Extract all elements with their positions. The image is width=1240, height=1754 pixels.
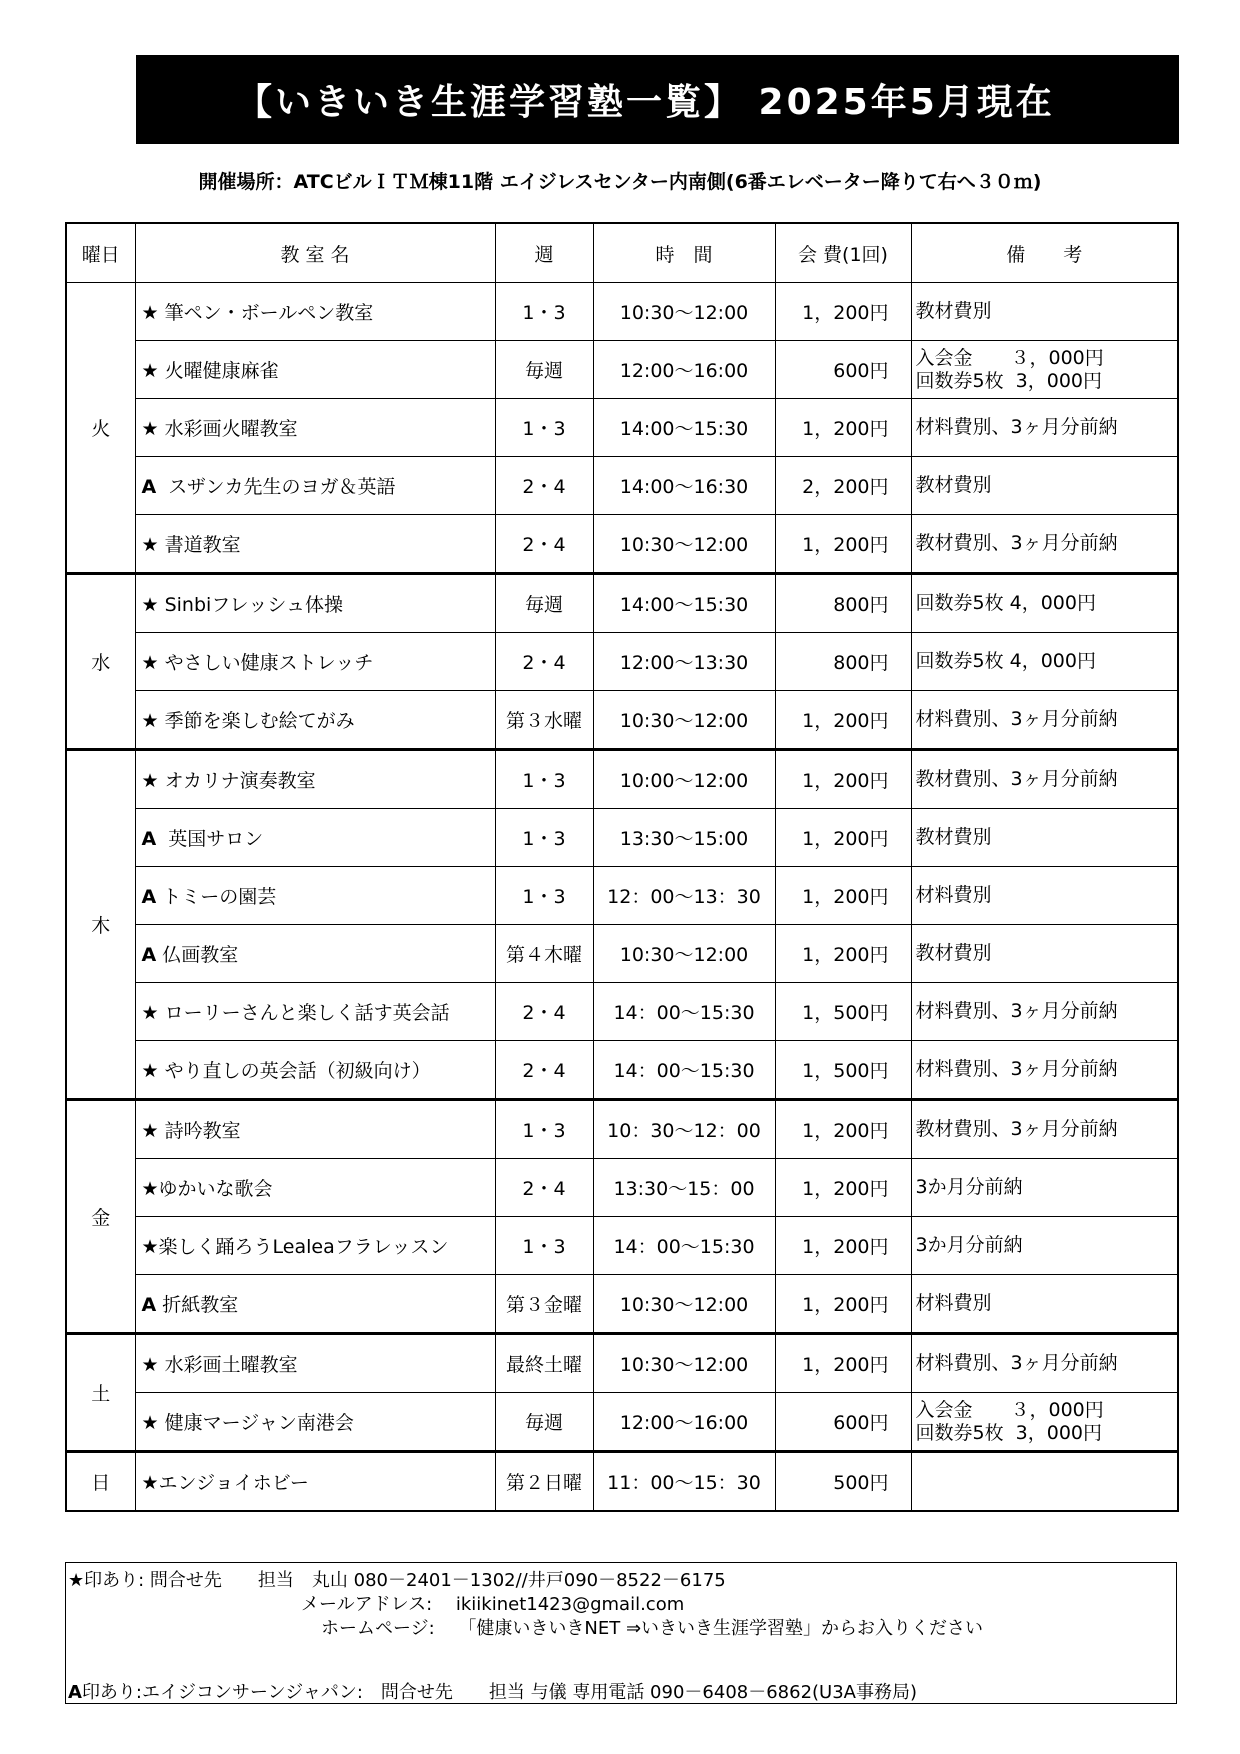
note-cell: [911, 983, 1178, 1041]
star-mark: ★: [141, 1472, 159, 1494]
fee-cell: 600円: [775, 341, 911, 399]
class-name: ゆかいな歌会: [158, 1178, 273, 1200]
time-cell: 10:30～12:00: [593, 691, 775, 750]
star-mark: ★: [141, 1178, 159, 1200]
a-mark: A: [141, 1294, 157, 1316]
table-row: [66, 1100, 1178, 1159]
note-cell: [911, 1159, 1178, 1217]
note-line: 材料費別、3ヶ月分前納: [915, 416, 1118, 438]
class-name: スザンカ先生のヨガ＆英語: [156, 476, 396, 498]
class-name: エンジョイホビー: [158, 1472, 309, 1494]
week-cell: 1・3: [495, 399, 593, 457]
fee-cell: 1，200円: [775, 925, 911, 983]
class-name-cell: [135, 574, 495, 633]
time-cell: 14：00～15:30: [593, 1041, 775, 1100]
week-cell: 2・4: [495, 983, 593, 1041]
star-mark: ★: [141, 594, 159, 616]
table-row: [66, 515, 1178, 574]
note-line: 回数券5枚 4，000円: [915, 592, 1096, 614]
week-cell: 第４木曜: [495, 925, 593, 983]
class-name: 健康マージャン南港会: [158, 1412, 354, 1434]
header-week: 週: [495, 223, 593, 283]
table-row: [66, 1334, 1178, 1393]
note-line: 教材費別: [915, 300, 992, 322]
footer-email: メールアドレス: ikiikinet1423@gmail.com: [301, 1594, 685, 1615]
table-row: [66, 574, 1178, 633]
header-note: 備 考: [911, 223, 1178, 283]
note-cell: [911, 341, 1178, 399]
week-cell: 1・3: [495, 867, 593, 925]
table-row: [66, 809, 1178, 867]
table-row: [66, 1217, 1178, 1275]
class-name-cell: [135, 1217, 495, 1275]
note-line: 材料費別、3ヶ月分前納: [915, 1000, 1118, 1022]
table-row: [66, 457, 1178, 515]
table-header-row: [66, 223, 1178, 283]
note-line: 入会金 ３，000円: [915, 346, 1104, 369]
contact-footer: [65, 1562, 1177, 1704]
time-cell: 13:30～15:00: [593, 809, 775, 867]
note-line: 材料費別、3ヶ月分前納: [915, 1058, 1118, 1080]
class-name-cell: [135, 283, 495, 341]
class-name: 英国サロン: [156, 828, 264, 850]
header-fee: 会 費(1回): [775, 223, 911, 283]
fee-cell: 1，200円: [775, 809, 911, 867]
week-cell: 最終土曜: [495, 1334, 593, 1393]
class-name: 火曜健康麻雀: [158, 360, 279, 382]
time-cell: 10:00～12:00: [593, 750, 775, 809]
time-cell: 10:30～12:00: [593, 1275, 775, 1334]
week-cell: 2・4: [495, 515, 593, 574]
note-cell: [911, 1334, 1178, 1393]
time-cell: 14：00～15:30: [593, 983, 775, 1041]
note-cell: [911, 750, 1178, 809]
class-name-cell: [135, 925, 495, 983]
class-name-cell: [135, 633, 495, 691]
table-row: [66, 1275, 1178, 1334]
week-cell: 1・3: [495, 283, 593, 341]
class-name: 詩吟教室: [158, 1120, 241, 1142]
note-cell: [911, 1275, 1178, 1334]
class-name: 楽しく踊ろうLealeaフラレッスン: [158, 1236, 449, 1258]
time-cell: 14：00～15:30: [593, 1217, 775, 1275]
a-mark: A: [141, 886, 157, 908]
star-mark: ★: [141, 302, 159, 324]
star-mark: ★: [141, 418, 159, 440]
class-name: 書道教室: [158, 534, 241, 556]
class-name-cell: [135, 1100, 495, 1159]
header-day: 曜日: [66, 223, 135, 283]
note-cell: [911, 867, 1178, 925]
note-cell: [911, 1041, 1178, 1100]
note-line: 入会金 ３，000円: [915, 1398, 1104, 1421]
a-mark: A: [141, 944, 157, 966]
class-name: 季節を楽しむ絵てがみ: [158, 710, 355, 732]
time-cell: 13:30～15：00: [593, 1159, 775, 1217]
class-name-cell: [135, 515, 495, 574]
fee-cell: 2，200円: [775, 457, 911, 515]
header-name: 教 室 名: [135, 223, 495, 283]
class-name: 水彩画土曜教室: [158, 1354, 298, 1376]
week-cell: 毎週: [495, 1393, 593, 1452]
note-line: 材料費別: [915, 1292, 992, 1314]
day-cell: 木: [66, 750, 135, 1100]
time-cell: 12:00～13:30: [593, 633, 775, 691]
fee-cell: 1，200円: [775, 691, 911, 750]
week-cell: 第３金曜: [495, 1275, 593, 1334]
time-cell: 10:30～12:00: [593, 1334, 775, 1393]
star-mark: ★: [141, 534, 159, 556]
class-name-cell: [135, 1452, 495, 1512]
note-cell: [911, 515, 1178, 574]
star-mark: ★: [141, 360, 159, 382]
table-row: [66, 1452, 1178, 1512]
week-cell: 第３水曜: [495, 691, 593, 750]
fee-cell: 600円: [775, 1393, 911, 1452]
note-cell: [911, 283, 1178, 341]
table-row: [66, 399, 1178, 457]
table-row: [66, 1041, 1178, 1100]
page-title: 【いきいき生涯学習塾一覧】 2025年5月現在: [236, 82, 1055, 123]
table-row: [66, 1393, 1178, 1452]
note-cell: [911, 809, 1178, 867]
class-name-cell: [135, 750, 495, 809]
week-cell: 第２日曜: [495, 1452, 593, 1512]
time-cell: 10:30～12:00: [593, 515, 775, 574]
fee-cell: 1，200円: [775, 1100, 911, 1159]
fee-cell: 1，500円: [775, 1041, 911, 1100]
time-cell: 10:30～12:00: [593, 283, 775, 341]
note-line: 回数券5枚 3，000円: [915, 369, 1103, 392]
day-cell: 水: [66, 574, 135, 750]
class-name-cell: [135, 341, 495, 399]
table-row: [66, 633, 1178, 691]
star-mark: ★: [141, 1060, 159, 1082]
note-line: 回数券5枚 3，000円: [915, 1421, 1103, 1444]
note-line: 教材費別、3ヶ月分前納: [915, 532, 1118, 554]
class-name-cell: [135, 399, 495, 457]
time-cell: 12:00～16:00: [593, 341, 775, 399]
class-name: やり直しの英会話（初級向け）: [158, 1060, 431, 1082]
note-line: 教材費別: [915, 474, 992, 496]
table-row: [66, 983, 1178, 1041]
note-cell: [911, 457, 1178, 515]
title-banner: [136, 55, 1179, 144]
class-name: オカリナ演奏教室: [158, 770, 316, 792]
fee-cell: 1，500円: [775, 983, 911, 1041]
week-cell: 毎週: [495, 574, 593, 633]
time-cell: 11：00～15：30: [593, 1452, 775, 1512]
day-cell: 金: [66, 1100, 135, 1334]
footer-a-contact: [68, 1678, 917, 1704]
table-row: [66, 691, 1178, 750]
time-cell: 14:00～16:30: [593, 457, 775, 515]
class-name-cell: [135, 983, 495, 1041]
star-mark: ★: [141, 1412, 159, 1434]
week-cell: 2・4: [495, 633, 593, 691]
week-cell: 2・4: [495, 457, 593, 515]
week-cell: 1・3: [495, 1100, 593, 1159]
class-name: トミーの園芸: [156, 886, 277, 908]
a-mark: A: [141, 828, 157, 850]
class-name: 水彩画火曜教室: [158, 418, 298, 440]
class-name-cell: [135, 1334, 495, 1393]
note-cell: [911, 633, 1178, 691]
week-cell: 毎週: [495, 341, 593, 399]
table-row: [66, 925, 1178, 983]
note-line: 材料費別: [915, 884, 992, 906]
class-name-cell: [135, 1041, 495, 1100]
day-cell: 火: [66, 283, 135, 574]
fee-cell: 1，200円: [775, 867, 911, 925]
footer-star-contact: ★印あり: 問合せ先 担当 丸山 080－2401－1302//井戸090－8522－6175: [68, 1570, 726, 1591]
note-cell: [911, 1100, 1178, 1159]
footer-homepage: ホームページ: 「健康いきいきNET ⇒いきいき生涯学習塾」からお入りください: [321, 1618, 984, 1639]
note-line: 材料費別、3ヶ月分前納: [915, 708, 1118, 730]
note-cell: [911, 1452, 1178, 1512]
class-name: ローリーさんと楽しく話す英会話: [158, 1002, 450, 1024]
star-mark: ★: [141, 1236, 159, 1258]
class-name: 折紙教室: [156, 1294, 239, 1316]
fee-cell: 1，200円: [775, 1159, 911, 1217]
note-line: 教材費別、3ヶ月分前納: [915, 768, 1118, 790]
note-line: 材料費別、3ヶ月分前納: [915, 1352, 1118, 1374]
week-cell: 1・3: [495, 1217, 593, 1275]
fee-cell: 1，200円: [775, 1275, 911, 1334]
week-cell: 1・3: [495, 809, 593, 867]
table-row: [66, 867, 1178, 925]
star-mark: ★: [141, 770, 159, 792]
class-name-cell: [135, 1275, 495, 1334]
table-row: [66, 750, 1178, 809]
fee-cell: 800円: [775, 574, 911, 633]
fee-cell: 800円: [775, 633, 911, 691]
class-name-cell: [135, 809, 495, 867]
fee-cell: 1，200円: [775, 283, 911, 341]
fee-cell: 1，200円: [775, 750, 911, 809]
a-mark: A: [68, 1682, 82, 1703]
note-line: 回数券5枚 4，000円: [915, 650, 1096, 672]
class-name-cell: [135, 867, 495, 925]
table-row: [66, 283, 1178, 341]
star-mark: ★: [141, 1002, 159, 1024]
class-name: 筆ペン・ボールペン教室: [158, 302, 374, 324]
week-cell: 2・4: [495, 1159, 593, 1217]
class-name: Sinbiフレッシュ体操: [158, 594, 343, 616]
class-name-cell: [135, 1393, 495, 1452]
note-cell: [911, 1393, 1178, 1452]
footer-a-contact-text: 印あり:エイジコンサーンジャパン: 問合せ先 担当 与儀 専用電話 090－6408－6862(U3A事務局): [81, 1682, 918, 1703]
fee-cell: 1，200円: [775, 1217, 911, 1275]
class-name: 仏画教室: [156, 944, 239, 966]
fee-cell: 500円: [775, 1452, 911, 1512]
class-name-cell: [135, 457, 495, 515]
day-cell: 日: [66, 1452, 135, 1512]
time-cell: 12：00～13：30: [593, 867, 775, 925]
a-mark: A: [141, 476, 157, 498]
star-mark: ★: [141, 652, 159, 674]
week-cell: 2・4: [495, 1041, 593, 1100]
note-line: 3か月分前納: [915, 1234, 1023, 1256]
header-time: 時 間: [593, 223, 775, 283]
note-cell: [911, 574, 1178, 633]
table-row: [66, 341, 1178, 399]
time-cell: 12:00～16:00: [593, 1393, 775, 1452]
time-cell: 10:30～12:00: [593, 925, 775, 983]
fee-cell: 1，200円: [775, 1334, 911, 1393]
note-line: 教材費別: [915, 826, 992, 848]
note-cell: [911, 691, 1178, 750]
time-cell: 10：30～12：00: [593, 1100, 775, 1159]
time-cell: 14:00～15:30: [593, 574, 775, 633]
schedule-table: [65, 222, 1179, 1512]
note-line: 3か月分前納: [915, 1176, 1023, 1198]
fee-cell: 1，200円: [775, 515, 911, 574]
note-cell: [911, 399, 1178, 457]
note-cell: [911, 925, 1178, 983]
day-cell: 土: [66, 1334, 135, 1452]
fee-cell: 1，200円: [775, 399, 911, 457]
star-mark: ★: [141, 1354, 159, 1376]
class-name: やさしい健康ストレッチ: [158, 652, 374, 674]
table-row: [66, 1159, 1178, 1217]
note-line: 教材費別: [915, 942, 992, 964]
schedule-body: [66, 283, 1178, 1512]
time-cell: 14:00～15:30: [593, 399, 775, 457]
venue-text: 開催場所：ATCビルＩＴＭ棟11階 エイジレスセンター内南側(6番エレベーター降りて右へ３０ｍ): [198, 171, 1042, 193]
star-mark: ★: [141, 710, 159, 732]
week-cell: 1・3: [495, 750, 593, 809]
class-name-cell: [135, 691, 495, 750]
note-cell: [911, 1217, 1178, 1275]
note-line: 教材費別、3ヶ月分前納: [915, 1118, 1118, 1140]
star-mark: ★: [141, 1120, 159, 1142]
class-name-cell: [135, 1159, 495, 1217]
